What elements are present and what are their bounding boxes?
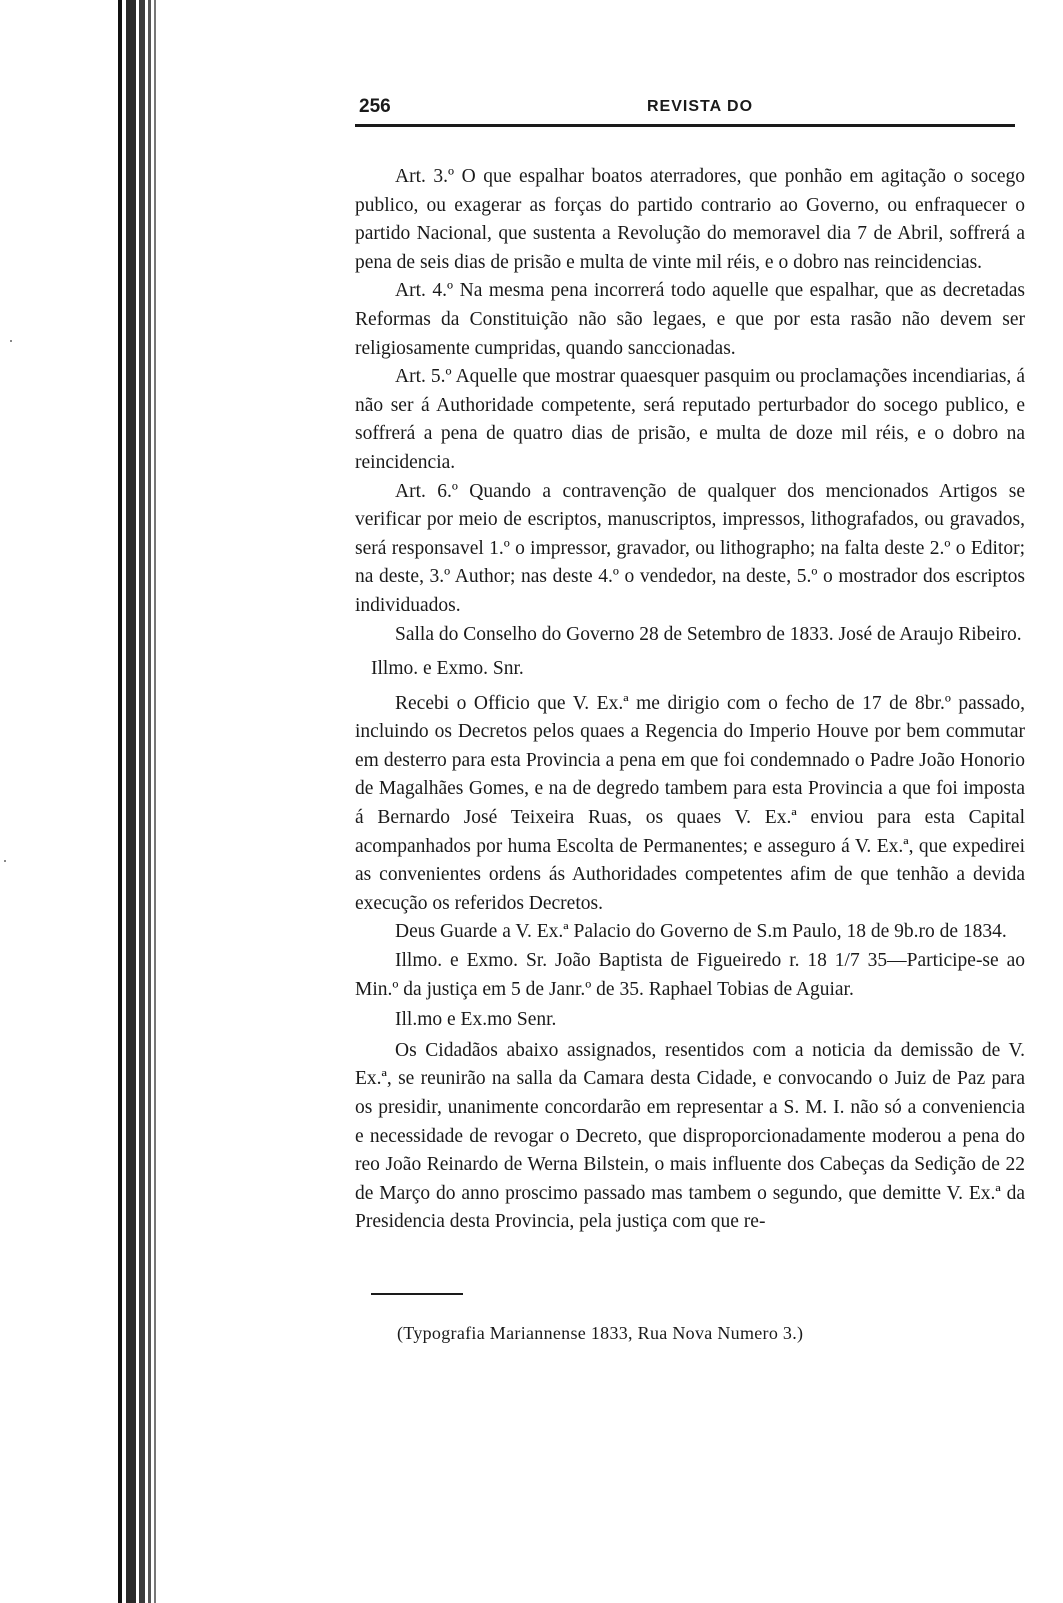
salutation: Ill.mo e Ex.mo Senr.	[395, 1009, 557, 1031]
paragraph-letter-body: Recebi o Officio que V. Ex.ª me dirigio com o fecho de 17 de 8br.º passado, incluindo os Decretos pelos quaes a Regencia do Imperio Houve por bem commutar em desterro para esta Provincia a pena em que foi condemnado o Padre João Honorio de Magalhães Gomes, e na de degredo tambem para esta Provincia a que foi imposta á Bernardo José Teixeira Ruas, os quaes V. Ex.ª enviou para esta Capital acompanhados por huma Escolta de Permanentes; e asseguro á V. Ex.ª, que expedirei as convenientes ordens ás Authoridades competentes afim de que tenhão a devida execução os referidos Decretos.	[355, 692, 1025, 914]
gutter-shadow-line	[126, 0, 136, 1603]
gutter-shadow-line	[139, 0, 145, 1603]
paragraph-closing: Deus Guarde a V. Ex.ª Palacio do Governo de S.m Paulo, 18 de 9b.ro de 1834.	[395, 921, 1007, 943]
running-header	[355, 92, 1025, 122]
gutter-shadow-line	[154, 0, 156, 1603]
book-binding-gutter	[0, 0, 175, 1603]
document-page	[355, 92, 1025, 1344]
printer-imprint: (Typografia Mariannense 1833, Rua Nova Numero 3.)	[397, 1322, 804, 1343]
running-header-title: REVISTA DO	[647, 98, 754, 115]
page-number: 256	[359, 96, 391, 117]
footer-rule	[371, 1293, 463, 1295]
paragraph-petition: Os Cidadãos abaixo assignados, resentidos com a noticia da demissão de V. Ex.ª, se reunirão na salla da Camara desta Cidade, e convocando o Juiz de Paz para os presidir, unanimente concordarão em representar a S. M. I. não só a conveniencia e necessidade de revogar o Decreto, que disproporcionadamente moderou a pena do reo João Reinardo de Werna Bilstein, o mais influente dos Cabeças da Sedição de 22 de Março do anno proscimo passado mas tambem o segundo, que demitte V. Ex.ª da Presidencia desta Provincia, pela justiça com que re-	[355, 1039, 1025, 1233]
paper-speck	[4, 860, 6, 862]
salutation: Illmo. e Exmo. Snr.	[371, 658, 524, 680]
gutter-shadow-line	[118, 0, 122, 1603]
paragraph-signature: Salla do Conselho do Governo 28 de Setembro de 1833. José de Araujo Ribeiro.	[395, 623, 1022, 645]
body-text	[355, 163, 1025, 1237]
paragraph-art-3: Art. 3.º O que espalhar boatos aterradores, que ponhão em agitação o socego publico, ou exagerar as forças do partido contrario ao Governo, ou enfraquecer o partido Nacional, que sustenta a Revolução do memoravel dia 7 de Abril, soffrerá a pena de seis dias de prisão e multa de vinte mil réis, e o dobro nas reincidencias.	[355, 166, 1025, 273]
paper-speck	[10, 340, 12, 342]
paragraph-art-6: Art. 6.º Quando a contravenção de qualquer dos mencionados Artigos se verificar por meio de escriptos, manuscriptos, impressos, lithografados, ou gravados, será responsavel 1.º o impressor, gravador, ou lithographo; na falta deste 2.º o Editor; na deste, 3.º Author; nas deste 4.º o vendedor, na deste, 5.º o mostrador dos escriptos individuados.	[355, 480, 1025, 616]
paragraph-art-4: Art. 4.º Na mesma pena incorrerá todo aquelle que espalhar, que as decretadas Reformas da Constituição não são legaes, e que por esta rasão não devem ser religiosamente cumpridas, quando sanccionadas.	[355, 280, 1025, 359]
paragraph-addressee: Illmo. e Exmo. Sr. João Baptista de Figueiredo r. 18 1/7 35—Participe-se ao Min.º da justiça em 5 de Janr.º de 35. Raphael Tobias de Aguiar.	[355, 950, 1025, 1000]
header-rule	[355, 124, 1015, 127]
gutter-shadow-line	[148, 0, 151, 1603]
paragraph-art-5: Art. 5.º Aquelle que mostrar quaesquer pasquim ou proclamações incendiarias, á não ser á Authoridade competente, será reputado perturbador do socego publico, e soffrerá a pena de quatro dias de prisão, e multa de doze mil réis, e o dobro na reincidencia.	[355, 366, 1025, 473]
